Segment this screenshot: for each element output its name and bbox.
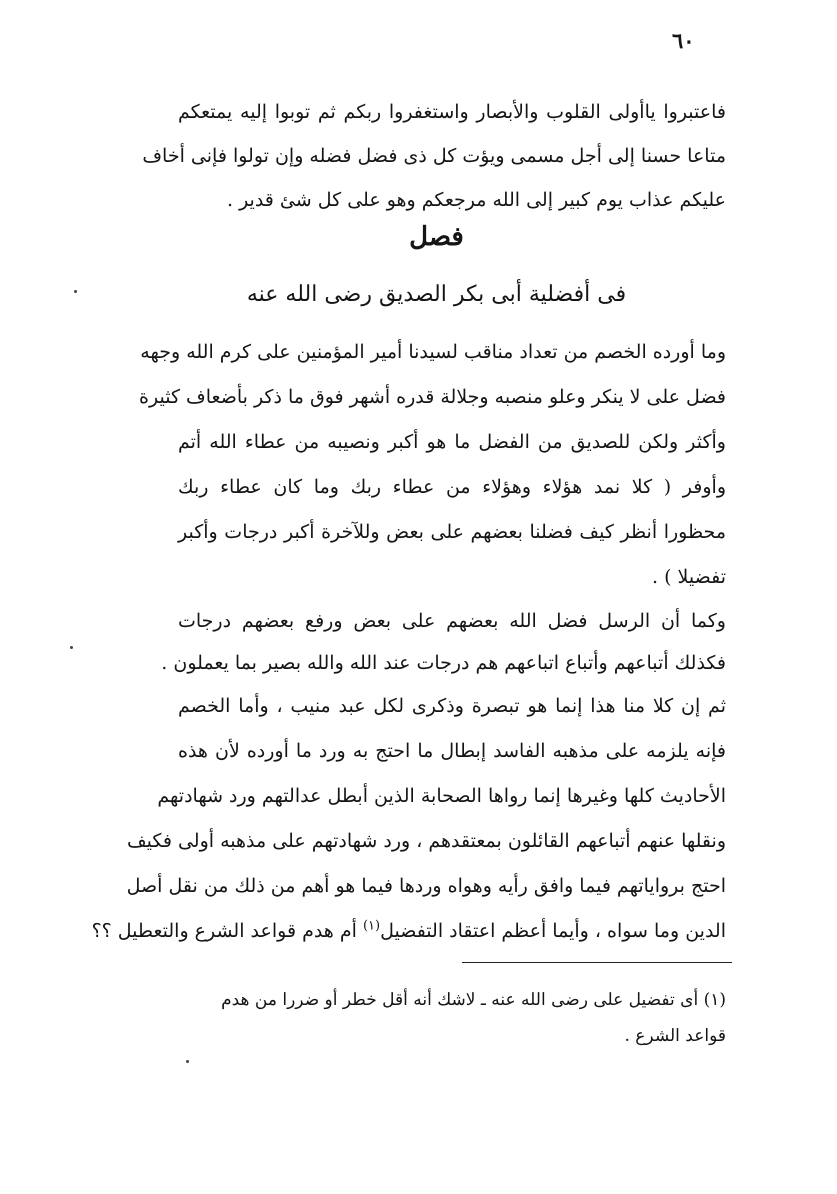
text-line: متاعا حسنا إلى أجل مسمى ويؤت كل ذى فضل فضله وإن تولوا فإنى أخاف [142,145,726,167]
paragraph-2 [139,330,726,600]
paragraph-3 [161,600,726,684]
text-line: فاعتبروا ياأولى القلوب والأبصار واستغفروا ربكم ثم توبوا إليه يمتعكم [178,101,726,123]
text-line: الأحاديث كلها وغيرها إنما رواها الصحابة الذين أبطل عدالتهم ورد شهادتهم [157,785,726,807]
text-line: فإنه يلزمه على مذهبه الفاسد إبطال ما احتج به ورد ما أورده لأن هذه [178,740,726,762]
page-number: ٦٠ [672,28,695,53]
text-line: ونقلها عنهم أتباعهم القائلون بمعتقدهم ، ورد شهادتهم على مذهبه أولى فكيف [126,830,726,852]
text-line: وأكثر ولكن للصديق من الفضل ما هو أكبر ونصيبه من عطاء الله أتم [178,431,726,453]
text-line: وكما أن الرسل فضل الله بعضهم على بعض ورفع بعضهم درجات [178,610,726,632]
text-line: وما أورده الخصم من تعداد مناقب لسيدنا أمير المؤمنين على كرم الله وجهه [140,341,726,363]
text-line-start: الدين وما سواه ، وأيما أعظم اعتقاد التفضيل [380,920,726,942]
footnote [178,982,726,1054]
text-line: فكذلك أتباعهم وأتباع اتباعهم هم درجات عند الله والله بصير بما يعملون . [161,652,726,674]
footnote-line: قواعد الشرع . [624,1026,726,1046]
text-line: ثم إن كلا منا هذا إنما هو تبصرة وذكرى لكل عبد منيب ، وأما الخصم [178,695,726,717]
scan-speck [70,646,73,649]
text-line: عليكم عذاب يوم كبير إلى الله مرجعكم وهو على كل شئ قدير . [226,189,726,211]
text-line: محظورا أنظر كيف فضلنا بعضهم على بعض وللآخرة أكبر درجات وأكبر [178,521,726,543]
footnote-divider [462,962,732,963]
footnote-mark: (١) [362,918,381,934]
scan-speck [74,290,77,293]
text-line: احتج برواياتهم فيما وافق رأيه وهواه وردها فيما هو أهم من ذلك من نقل أصل [126,875,726,897]
section-title: فصل [409,222,464,252]
text-line-with-footnote [91,909,726,954]
paragraph-4 [91,684,726,954]
text-line: فضل على لا ينكر وعلو منصبه وجلالة قدره أشهر فوق ما ذكر بأضعاف كثيرة [139,386,726,408]
text-line-end: أم هدم قواعد الشرع والتعطيل ؟؟ [91,920,357,942]
footnote-line: (١) أى تفضيل على رضى الله عنه ـ لاشك أنه أقل خطر أو ضررا من هدم [221,990,726,1010]
section-subtitle: فى أفضلية أبى بكر الصديق رضى الله عنه [246,282,627,307]
text-line: تفضيلا ) . [652,566,726,588]
scan-speck [186,1060,189,1063]
paragraph-1 [142,90,726,222]
text-line: وأوفر ( كلا نمد هؤلاء وهؤلاء من عطاء ربك وما كان عطاء ربك [178,476,726,498]
